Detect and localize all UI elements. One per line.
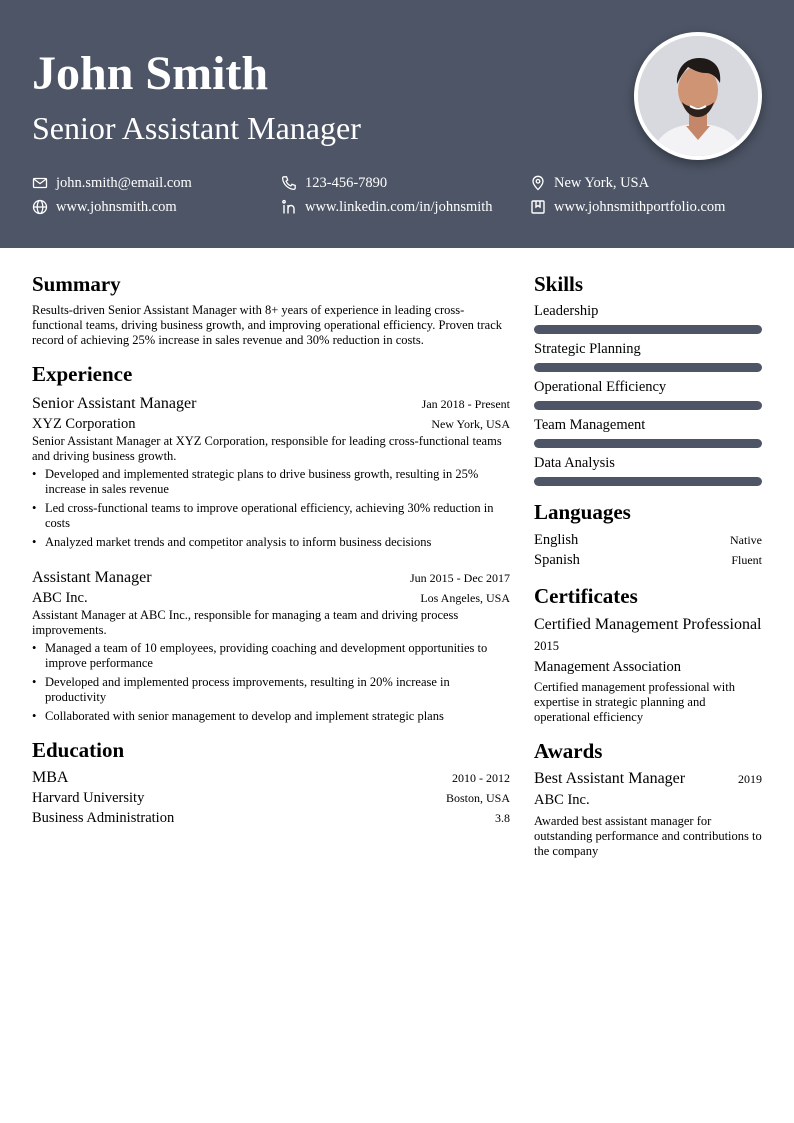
award-organization: ABC Inc. [534, 792, 590, 808]
email-text[interactable]: john.smith@email.com [56, 175, 192, 191]
experience-heading: Experience [32, 362, 133, 386]
job-role: Assistant Manager [32, 569, 152, 586]
resume-header [0, 0, 794, 248]
skills-section [534, 272, 762, 486]
skill-bar [534, 439, 762, 448]
contact-website[interactable] [32, 197, 281, 217]
certificate-issuer: Management Association [534, 659, 681, 675]
job-location: New York, USA [431, 417, 510, 431]
skill-item [534, 417, 762, 448]
language-level: Fluent [731, 553, 762, 567]
job-company: XYZ Corporation [32, 416, 136, 432]
avatar [638, 36, 758, 156]
job-description: Assistant Manager at ABC Inc., responsible for managing a team and driving process improvements. [32, 608, 459, 637]
summary-text: Results-driven Senior Assistant Manager with 8+ years of experience in leading cross-functional teams, driving business growth, and improving operational efficiency. Proven track record of achieving 25% increase in sales revenue and 30% reduction in costs. [32, 303, 503, 347]
skill-bar [534, 477, 762, 486]
profile-photo [634, 32, 762, 160]
gpa: 3.8 [495, 811, 510, 825]
skill-bar [534, 363, 762, 372]
school: Harvard University [32, 790, 145, 806]
list-item: • Developed and implemented process improvements, resulting in 20% increase in productivity [32, 675, 510, 705]
map-pin-icon [530, 175, 546, 191]
skill-bar [534, 325, 762, 334]
job-dates: Jun 2015 - Dec 2017 [410, 571, 510, 585]
phone-icon [281, 175, 297, 191]
contact-phone[interactable] [281, 173, 530, 193]
awards-section [534, 739, 762, 859]
skill-item [534, 303, 762, 334]
summary-heading: Summary [32, 272, 121, 296]
skill-item [534, 379, 762, 410]
skill-item [534, 455, 762, 486]
language-item [534, 530, 762, 550]
contact-linkedin[interactable] [281, 197, 530, 217]
certificate-name: Certified Management Professional [534, 616, 762, 633]
education-dates: 2010 - 2012 [452, 771, 510, 785]
job-description: Senior Assistant Manager at XYZ Corporation, responsible for leading cross-functional teams and driving business growth. [32, 434, 502, 463]
award-title: Best Assistant Manager [534, 770, 686, 787]
linkedin-link[interactable]: www.linkedin.com/in/johnsmith [305, 199, 493, 215]
experience-section [32, 362, 510, 724]
main-column [32, 272, 510, 842]
job-company: ABC Inc. [32, 590, 88, 606]
linkedin-icon [281, 199, 297, 215]
contact-info [32, 173, 762, 217]
contact-location [530, 173, 762, 193]
website-link[interactable]: www.johnsmith.com [56, 199, 177, 215]
language-item [534, 550, 762, 570]
list-item: • Managed a team of 10 employees, providing coaching and development opportunities to improve performance [32, 641, 510, 671]
skill-name: Data Analysis [534, 455, 615, 471]
languages-section [534, 500, 762, 570]
job-location: Los Angeles, USA [420, 591, 510, 605]
skills-heading: Skills [534, 272, 584, 296]
job-bullets [32, 641, 510, 724]
language-name: English [534, 532, 579, 548]
location-text: New York, USA [554, 175, 650, 191]
skill-bar [534, 401, 762, 410]
skill-name: Leadership [534, 303, 599, 319]
portfolio-link[interactable]: www.johnsmithportfolio.com [554, 199, 726, 215]
school-location: Boston, USA [445, 791, 510, 805]
skill-item [534, 341, 762, 372]
education-section [32, 738, 510, 828]
language-level: Native [730, 533, 762, 547]
phone-text[interactable]: 123-456-7890 [305, 175, 388, 191]
job-title: Senior Assistant Manager [32, 110, 361, 146]
contact-portfolio[interactable] [530, 197, 762, 217]
skill-name: Operational Efficiency [534, 379, 667, 395]
languages-heading: Languages [534, 500, 631, 524]
job-entry [32, 568, 510, 724]
mail-icon [32, 175, 48, 191]
skill-name: Team Management [534, 417, 646, 433]
globe-icon [32, 199, 48, 215]
list-item: • Developed and implemented strategic plans to drive business growth, resulting in 25% increase in sales revenue [32, 467, 510, 497]
contact-email[interactable] [32, 173, 281, 193]
language-name: Spanish [534, 552, 580, 568]
field-of-study: Business Administration [32, 810, 175, 826]
certificates-heading: Certificates [534, 584, 638, 608]
side-column [534, 272, 762, 873]
certificate-description: Certified management professional with expertise in strategic planning and operational efficiency [534, 680, 735, 724]
skill-name: Strategic Planning [534, 341, 641, 357]
job-bullets [32, 467, 510, 550]
portfolio-icon [530, 199, 546, 215]
list-item: • Analyzed market trends and competitor analysis to inform business decisions [32, 535, 510, 550]
education-heading: Education [32, 738, 125, 762]
education-entry [32, 768, 510, 828]
certificates-section [534, 584, 762, 725]
award-year: 2019 [738, 772, 762, 786]
list-item: • Collaborated with senior management to develop and implement strategic plans [32, 709, 510, 724]
job-dates: Jan 2018 - Present [421, 397, 510, 411]
certificate-year: 2015 [534, 639, 559, 653]
job-role: Senior Assistant Manager [32, 395, 197, 412]
candidate-name: John Smith [32, 47, 269, 100]
awards-heading: Awards [534, 739, 603, 763]
summary-section [32, 272, 510, 348]
list-item: • Led cross-functional teams to improve operational efficiency, achieving 30% reduction in costs [32, 501, 510, 531]
award-description: Awarded best assistant manager for outstanding performance and contributions to the company [534, 814, 762, 858]
job-entry [32, 394, 510, 550]
degree: MBA [32, 769, 69, 786]
